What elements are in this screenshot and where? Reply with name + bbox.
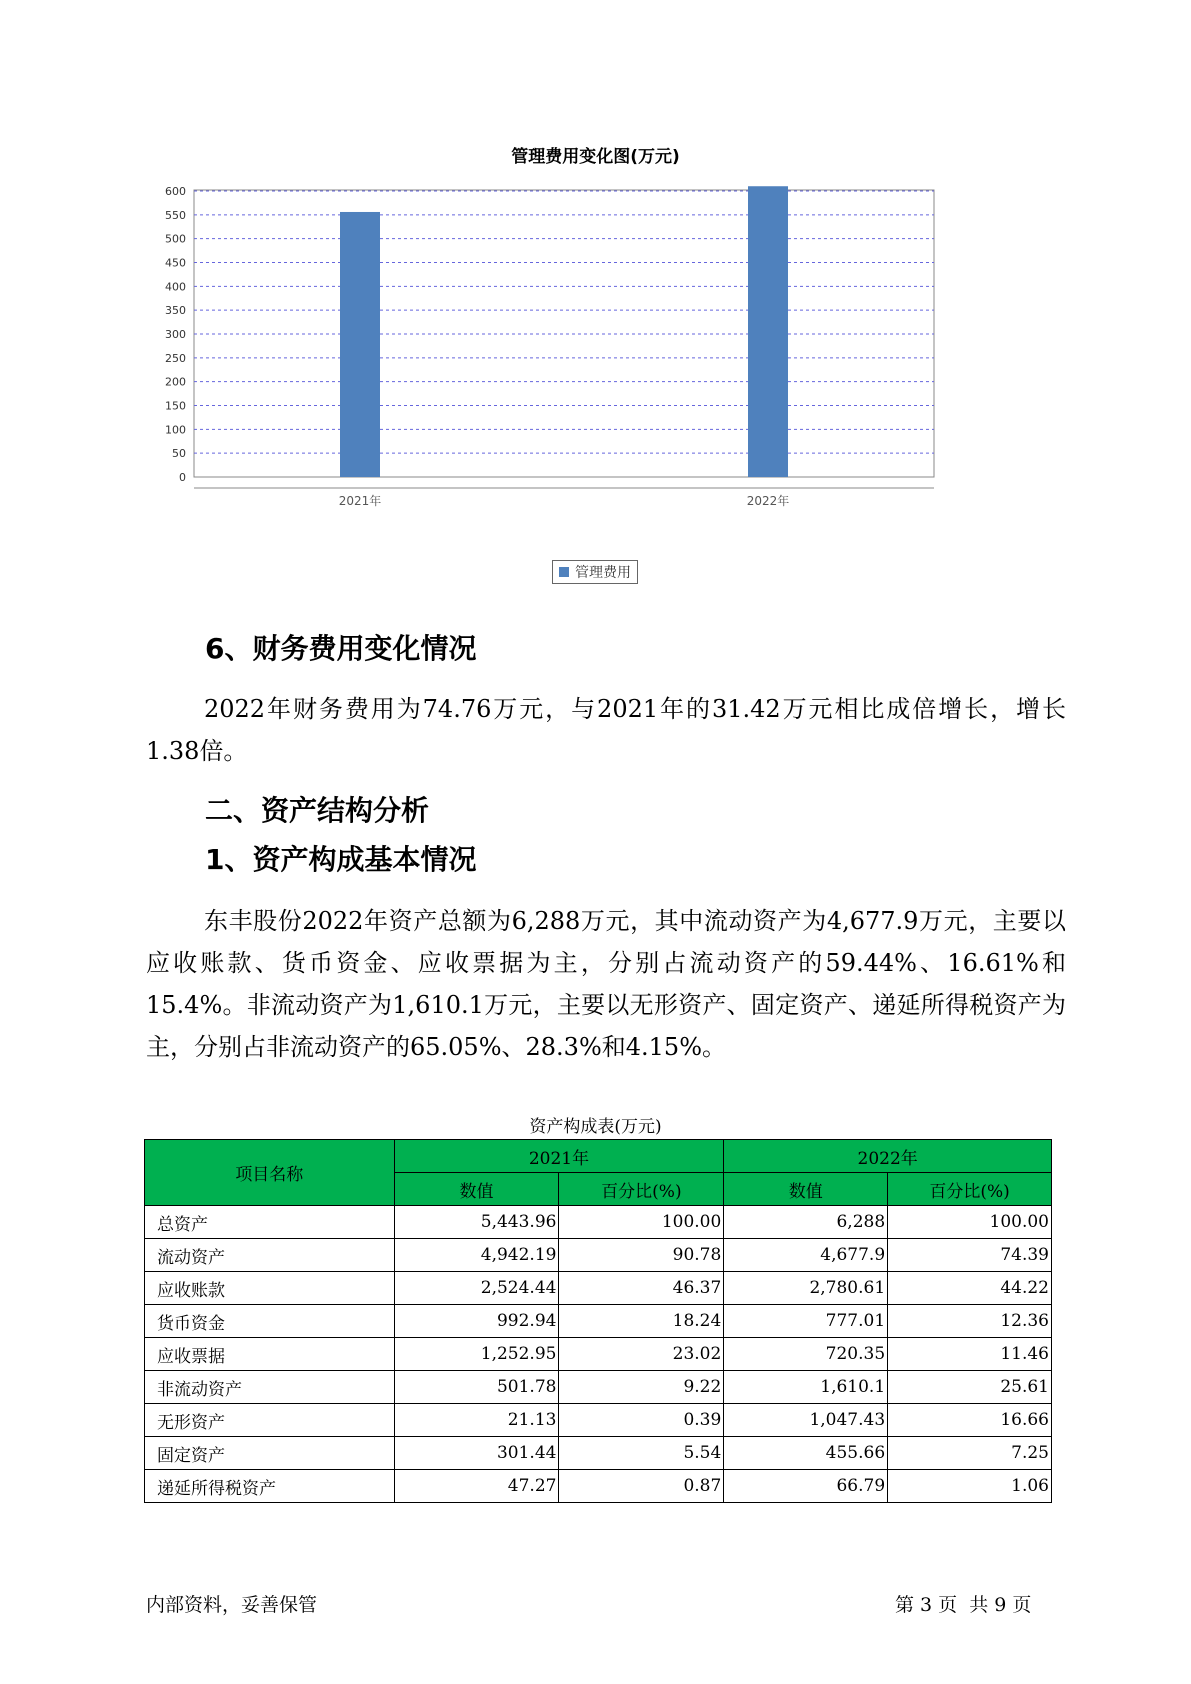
year1-pct-cell: 9.22	[559, 1371, 724, 1404]
year1-value-cell: 501.78	[394, 1371, 559, 1404]
y-tick-label: 50	[172, 447, 186, 461]
year2-pct-cell: 7.25	[888, 1437, 1052, 1470]
y-tick-label: 400	[165, 280, 186, 294]
year2-value-cell: 777.01	[724, 1305, 888, 1338]
year2-value-cell: 4,677.9	[724, 1239, 888, 1272]
chart-legend	[552, 560, 638, 584]
year2-pct-cell: 44.22	[888, 1272, 1052, 1305]
table-row	[145, 1404, 1052, 1437]
table-row	[145, 1437, 1052, 1470]
year2-pct-header: 百分比(%)	[888, 1173, 1052, 1206]
year2-pct-cell: 11.46	[888, 1338, 1052, 1371]
year2-value-cell: 1,610.1	[724, 1371, 888, 1404]
year1-pct-cell: 100.00	[559, 1206, 724, 1239]
year2-pct-cell: 25.61	[888, 1371, 1052, 1404]
row-name-cell: 应收账款	[145, 1272, 395, 1305]
table-row	[145, 1239, 1052, 1272]
x-tick-label: 2022年	[746, 494, 790, 508]
year2-pct-cell: 1.06	[888, 1470, 1052, 1503]
table-caption: 资产构成表(万元)	[529, 1117, 662, 1137]
table-row	[145, 1338, 1052, 1371]
year2-value-header: 数值	[724, 1173, 888, 1206]
asset-composition-paragraph: 东丰股份2022年资产总额为6,288万元，其中流动资产为4,677.9万元，主要以应收账款、货币资金、应收票据为主，分别占流动资产的59.44%、16.61%和15.4%。非流动资产为1,610.1万元，主要以无形资产、固定资产、递延所得税资产为主，分别占非流动资产的65.05%、28.3%和4.15%。	[146, 907, 1066, 1061]
year1-value-cell: 301.44	[394, 1437, 559, 1470]
y-tick-label: 0	[179, 471, 186, 484]
row-name-cell: 固定资产	[145, 1437, 395, 1470]
table-row	[145, 1470, 1052, 1503]
year1-value-cell: 21.13	[394, 1404, 559, 1437]
year1-value-cell: 992.94	[394, 1305, 559, 1338]
year2-pct-cell: 74.39	[888, 1239, 1052, 1272]
section2-heading: 二、资产结构分析	[205, 794, 430, 827]
year1-pct-cell: 0.39	[559, 1404, 724, 1437]
y-tick-label: 600	[165, 185, 186, 198]
y-tick-label: 450	[165, 256, 186, 270]
year2-value-cell: 6,288	[724, 1206, 888, 1239]
year2-value-cell: 720.35	[724, 1338, 888, 1371]
year2-value-cell: 2,780.61	[724, 1272, 888, 1305]
year1-value-cell: 2,524.44	[394, 1272, 559, 1305]
row-name-cell: 应收票据	[145, 1338, 395, 1371]
legend-swatch-icon	[559, 567, 569, 577]
year1-value-cell: 1,252.95	[394, 1338, 559, 1371]
y-tick-label: 250	[165, 351, 186, 365]
year1-pct-header: 百分比(%)	[559, 1173, 724, 1206]
year2-value-cell: 66.79	[724, 1470, 888, 1503]
legend-label: 管理费用	[575, 565, 631, 581]
asset-table	[144, 1139, 1052, 1503]
year1-value-cell: 47.27	[394, 1470, 559, 1503]
year1-value-header: 数值	[394, 1173, 559, 1206]
y-tick-label: 550	[165, 208, 186, 222]
year1-header: 2021年	[394, 1140, 724, 1173]
year1-value-cell: 5,443.96	[394, 1206, 559, 1239]
y-tick-label: 200	[165, 375, 186, 389]
section6-paragraph: 2022年财务费用为74.76万元，与2021年的31.42万元相比成倍增长，增长1.38倍。	[146, 695, 1066, 765]
year1-pct-cell: 5.54	[559, 1437, 724, 1470]
year1-pct-cell: 23.02	[559, 1338, 724, 1371]
row-name-cell: 无形资产	[145, 1404, 395, 1437]
row-name-cell: 流动资产	[145, 1239, 395, 1272]
y-tick-label: 300	[165, 328, 186, 341]
section6-heading: 6、财务费用变化情况	[205, 632, 477, 665]
year1-pct-cell: 18.24	[559, 1305, 724, 1338]
row-name-cell: 递延所得税资产	[145, 1470, 395, 1503]
row-name-cell: 货币资金	[145, 1305, 395, 1338]
year1-pct-cell: 0.87	[559, 1470, 724, 1503]
year1-pct-cell: 90.78	[559, 1239, 724, 1272]
footer-page-number: 第 3 页 共 9 页	[895, 1594, 1032, 1616]
row-name-cell: 总资产	[145, 1206, 395, 1239]
year2-pct-cell: 16.66	[888, 1404, 1052, 1437]
chart-title: 管理费用变化图(万元)	[511, 147, 680, 167]
y-tick-label: 500	[165, 232, 186, 246]
bar	[340, 212, 380, 477]
bar-chart	[150, 180, 1030, 550]
year2-value-cell: 1,047.43	[724, 1404, 888, 1437]
col-item-header: 项目名称	[145, 1140, 395, 1206]
y-tick-label: 100	[165, 423, 186, 437]
year2-pct-cell: 12.36	[888, 1305, 1052, 1338]
table-row	[145, 1272, 1052, 1305]
year1-value-cell: 4,942.19	[394, 1239, 559, 1272]
table-row	[145, 1206, 1052, 1239]
year1-pct-cell: 46.37	[559, 1272, 724, 1305]
table-row	[145, 1371, 1052, 1404]
footer-confidential-note: 内部资料，妥善保管	[146, 1594, 318, 1616]
row-name-cell: 非流动资产	[145, 1371, 395, 1404]
year2-value-cell: 455.66	[724, 1437, 888, 1470]
y-tick-label: 350	[165, 304, 186, 318]
year2-header: 2022年	[724, 1140, 1052, 1173]
year2-pct-cell: 100.00	[888, 1206, 1052, 1239]
asset-composition-heading: 1、资产构成基本情况	[205, 843, 477, 876]
y-tick-label: 150	[165, 399, 186, 413]
bar	[748, 186, 788, 477]
table-row	[145, 1305, 1052, 1338]
x-tick-label: 2021年	[338, 494, 382, 508]
